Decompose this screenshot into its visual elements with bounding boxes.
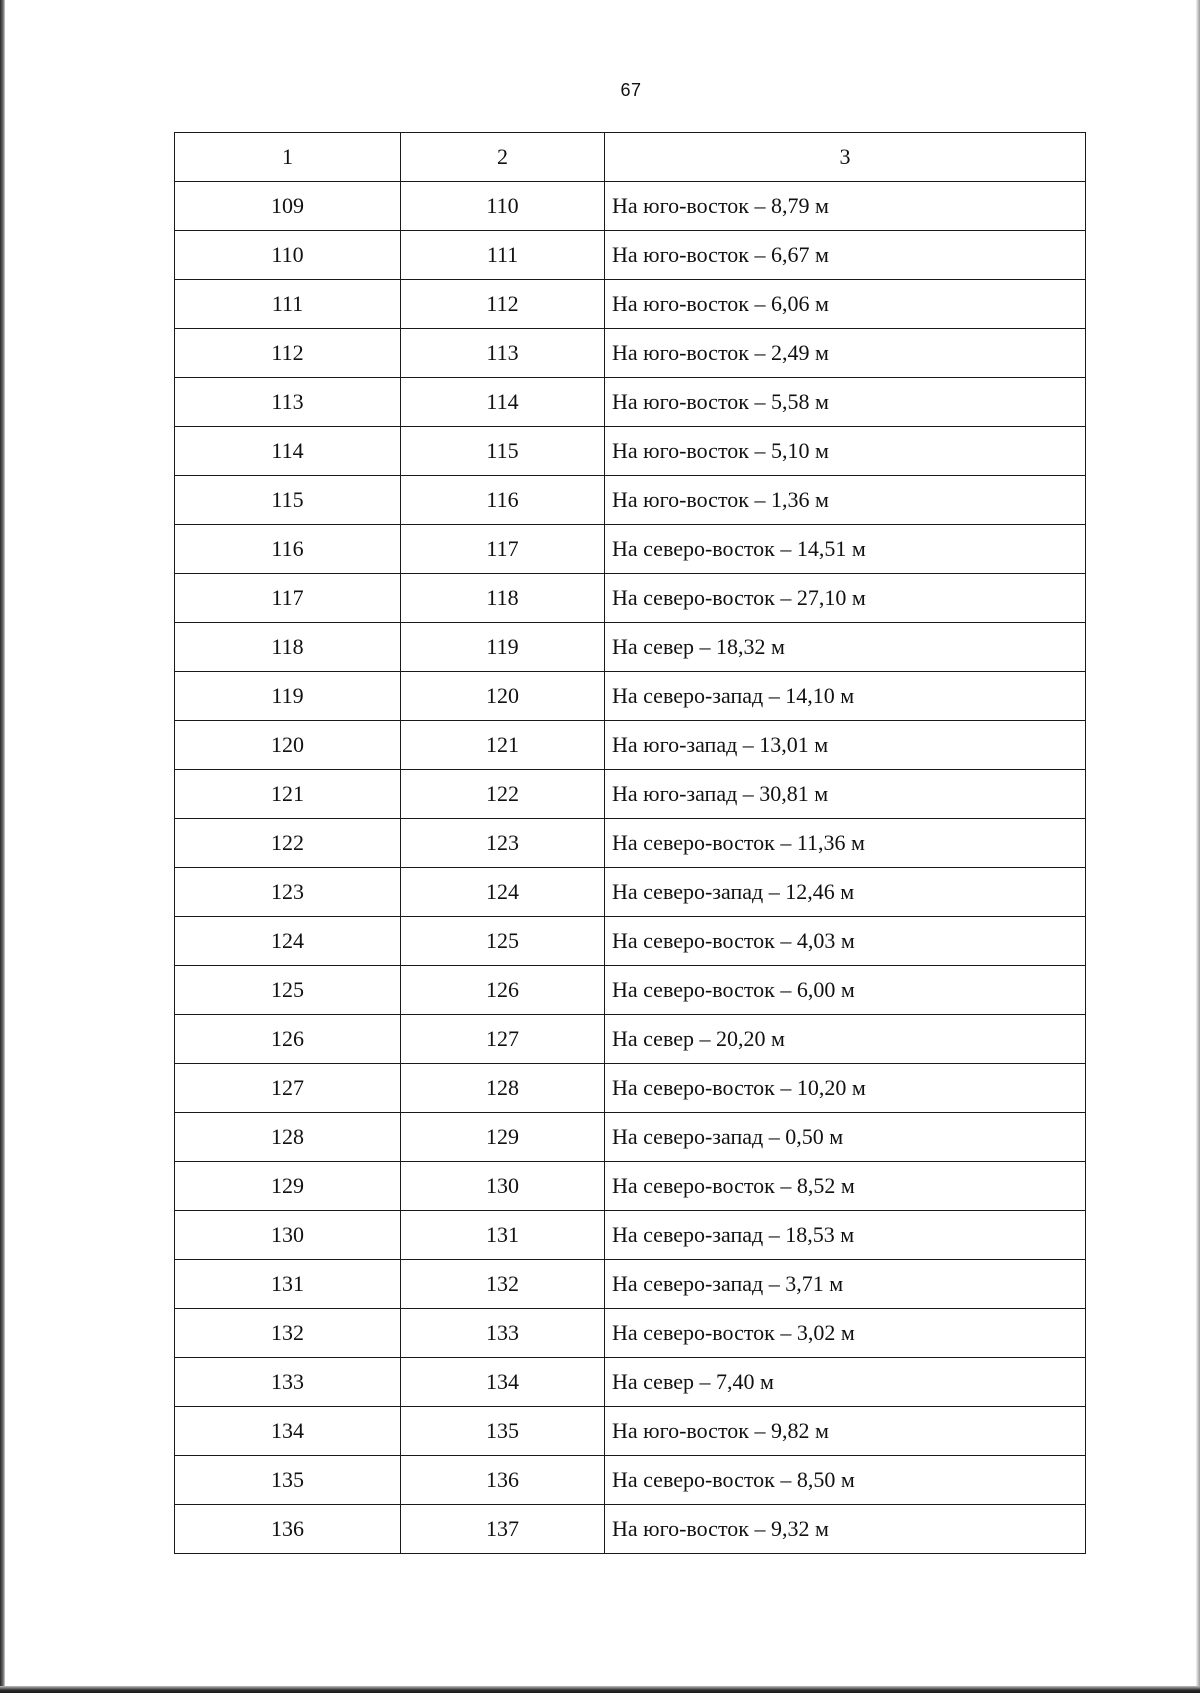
point-from-cell: 132 <box>175 1309 401 1358</box>
point-to-cell: 122 <box>401 770 605 819</box>
point-to-cell: 125 <box>401 917 605 966</box>
direction-distance-cell: На северо-запад – 14,10 м <box>605 672 1086 721</box>
direction-distance-cell: На север – 7,40 м <box>605 1358 1086 1407</box>
point-to-cell: 119 <box>401 623 605 672</box>
point-from-cell: 111 <box>175 280 401 329</box>
direction-distance-cell: На юго-восток – 1,36 м <box>605 476 1086 525</box>
point-to-cell: 113 <box>401 329 605 378</box>
point-from-cell: 116 <box>175 525 401 574</box>
point-from-cell: 120 <box>175 721 401 770</box>
table-row <box>175 770 1086 819</box>
table-row <box>175 1211 1086 1260</box>
scan-bottom-edge <box>0 1686 1200 1693</box>
table-row <box>175 182 1086 231</box>
scan-right-edge <box>1196 0 1200 1693</box>
table-row <box>175 672 1086 721</box>
point-to-cell: 120 <box>401 672 605 721</box>
point-to-cell: 136 <box>401 1456 605 1505</box>
table-row <box>175 1505 1086 1554</box>
direction-distance-cell: На северо-восток – 10,20 м <box>605 1064 1086 1113</box>
point-from-cell: 128 <box>175 1113 401 1162</box>
point-to-cell: 112 <box>401 280 605 329</box>
direction-distance-cell: На северо-восток – 11,36 м <box>605 819 1086 868</box>
table-row <box>175 623 1086 672</box>
point-to-cell: 123 <box>401 819 605 868</box>
point-to-cell: 121 <box>401 721 605 770</box>
point-from-cell: 129 <box>175 1162 401 1211</box>
direction-distance-cell: На юго-восток – 8,79 м <box>605 182 1086 231</box>
point-to-cell: 134 <box>401 1358 605 1407</box>
point-to-cell: 129 <box>401 1113 605 1162</box>
direction-distance-cell: На северо-запад – 3,71 м <box>605 1260 1086 1309</box>
point-from-cell: 123 <box>175 868 401 917</box>
direction-distance-cell: На юго-восток – 5,10 м <box>605 427 1086 476</box>
point-to-cell: 128 <box>401 1064 605 1113</box>
point-from-cell: 131 <box>175 1260 401 1309</box>
direction-distance-cell: На северо-восток – 27,10 м <box>605 574 1086 623</box>
point-from-cell: 117 <box>175 574 401 623</box>
table-row <box>175 1015 1086 1064</box>
direction-distance-cell: На юго-запад – 30,81 м <box>605 770 1086 819</box>
table-row <box>175 819 1086 868</box>
point-from-cell: 115 <box>175 476 401 525</box>
table-row <box>175 280 1086 329</box>
table-row <box>175 1260 1086 1309</box>
table-row <box>175 721 1086 770</box>
table-row <box>175 525 1086 574</box>
point-to-cell: 130 <box>401 1162 605 1211</box>
point-to-cell: 114 <box>401 378 605 427</box>
point-from-cell: 122 <box>175 819 401 868</box>
direction-distance-cell: На северо-восток – 6,00 м <box>605 966 1086 1015</box>
direction-distance-cell: На юго-восток – 9,82 м <box>605 1407 1086 1456</box>
column-header-2: 2 <box>401 133 605 182</box>
point-from-cell: 110 <box>175 231 401 280</box>
point-from-cell: 135 <box>175 1456 401 1505</box>
point-from-cell: 112 <box>175 329 401 378</box>
direction-distance-cell: На юго-восток – 2,49 м <box>605 329 1086 378</box>
direction-distance-cell: На юго-восток – 6,67 м <box>605 231 1086 280</box>
column-header-3: 3 <box>605 133 1086 182</box>
point-to-cell: 124 <box>401 868 605 917</box>
table-row <box>175 231 1086 280</box>
point-to-cell: 111 <box>401 231 605 280</box>
page-number <box>0 80 1200 101</box>
point-from-cell: 109 <box>175 182 401 231</box>
boundary-table <box>174 132 1086 1554</box>
point-to-cell: 116 <box>401 476 605 525</box>
table-row <box>175 378 1086 427</box>
direction-distance-cell: На северо-восток – 3,02 м <box>605 1309 1086 1358</box>
point-to-cell: 131 <box>401 1211 605 1260</box>
point-from-cell: 118 <box>175 623 401 672</box>
direction-distance-cell: На северо-запад – 0,50 м <box>605 1113 1086 1162</box>
point-to-cell: 126 <box>401 966 605 1015</box>
table-row <box>175 427 1086 476</box>
scan-left-edge <box>0 0 5 1693</box>
point-from-cell: 121 <box>175 770 401 819</box>
point-to-cell: 135 <box>401 1407 605 1456</box>
direction-distance-cell: На северо-запад – 12,46 м <box>605 868 1086 917</box>
table-row <box>175 1064 1086 1113</box>
table-row <box>175 1358 1086 1407</box>
table-row <box>175 868 1086 917</box>
table-header-row <box>175 133 1086 182</box>
point-to-cell: 118 <box>401 574 605 623</box>
point-from-cell: 124 <box>175 917 401 966</box>
point-from-cell: 119 <box>175 672 401 721</box>
direction-distance-cell: На юго-восток – 9,32 м <box>605 1505 1086 1554</box>
page-number-text: 67 <box>620 80 642 100</box>
point-from-cell: 127 <box>175 1064 401 1113</box>
point-to-cell: 133 <box>401 1309 605 1358</box>
direction-distance-cell: На северо-восток – 8,52 м <box>605 1162 1086 1211</box>
point-from-cell: 134 <box>175 1407 401 1456</box>
table-row <box>175 574 1086 623</box>
point-to-cell: 127 <box>401 1015 605 1064</box>
point-from-cell: 126 <box>175 1015 401 1064</box>
column-header-1: 1 <box>175 133 401 182</box>
table-row <box>175 966 1086 1015</box>
direction-distance-cell: На юго-восток – 5,58 м <box>605 378 1086 427</box>
direction-distance-cell: На юго-восток – 6,06 м <box>605 280 1086 329</box>
direction-distance-cell: На север – 20,20 м <box>605 1015 1086 1064</box>
point-from-cell: 133 <box>175 1358 401 1407</box>
table-row <box>175 476 1086 525</box>
direction-distance-cell: На север – 18,32 м <box>605 623 1086 672</box>
direction-distance-cell: На северо-запад – 18,53 м <box>605 1211 1086 1260</box>
point-to-cell: 137 <box>401 1505 605 1554</box>
point-from-cell: 130 <box>175 1211 401 1260</box>
point-to-cell: 115 <box>401 427 605 476</box>
direction-distance-cell: На северо-восток – 4,03 м <box>605 917 1086 966</box>
point-from-cell: 136 <box>175 1505 401 1554</box>
table-row <box>175 1407 1086 1456</box>
direction-distance-cell: На северо-восток – 14,51 м <box>605 525 1086 574</box>
point-from-cell: 113 <box>175 378 401 427</box>
direction-distance-cell: На северо-восток – 8,50 м <box>605 1456 1086 1505</box>
direction-distance-cell: На юго-запад – 13,01 м <box>605 721 1086 770</box>
point-from-cell: 114 <box>175 427 401 476</box>
table-row <box>175 329 1086 378</box>
point-to-cell: 132 <box>401 1260 605 1309</box>
table-row <box>175 1162 1086 1211</box>
table-row <box>175 1113 1086 1162</box>
point-to-cell: 117 <box>401 525 605 574</box>
table-row <box>175 1309 1086 1358</box>
table-body <box>175 133 1086 1554</box>
point-to-cell: 110 <box>401 182 605 231</box>
point-from-cell: 125 <box>175 966 401 1015</box>
table-row <box>175 917 1086 966</box>
table-row <box>175 1456 1086 1505</box>
